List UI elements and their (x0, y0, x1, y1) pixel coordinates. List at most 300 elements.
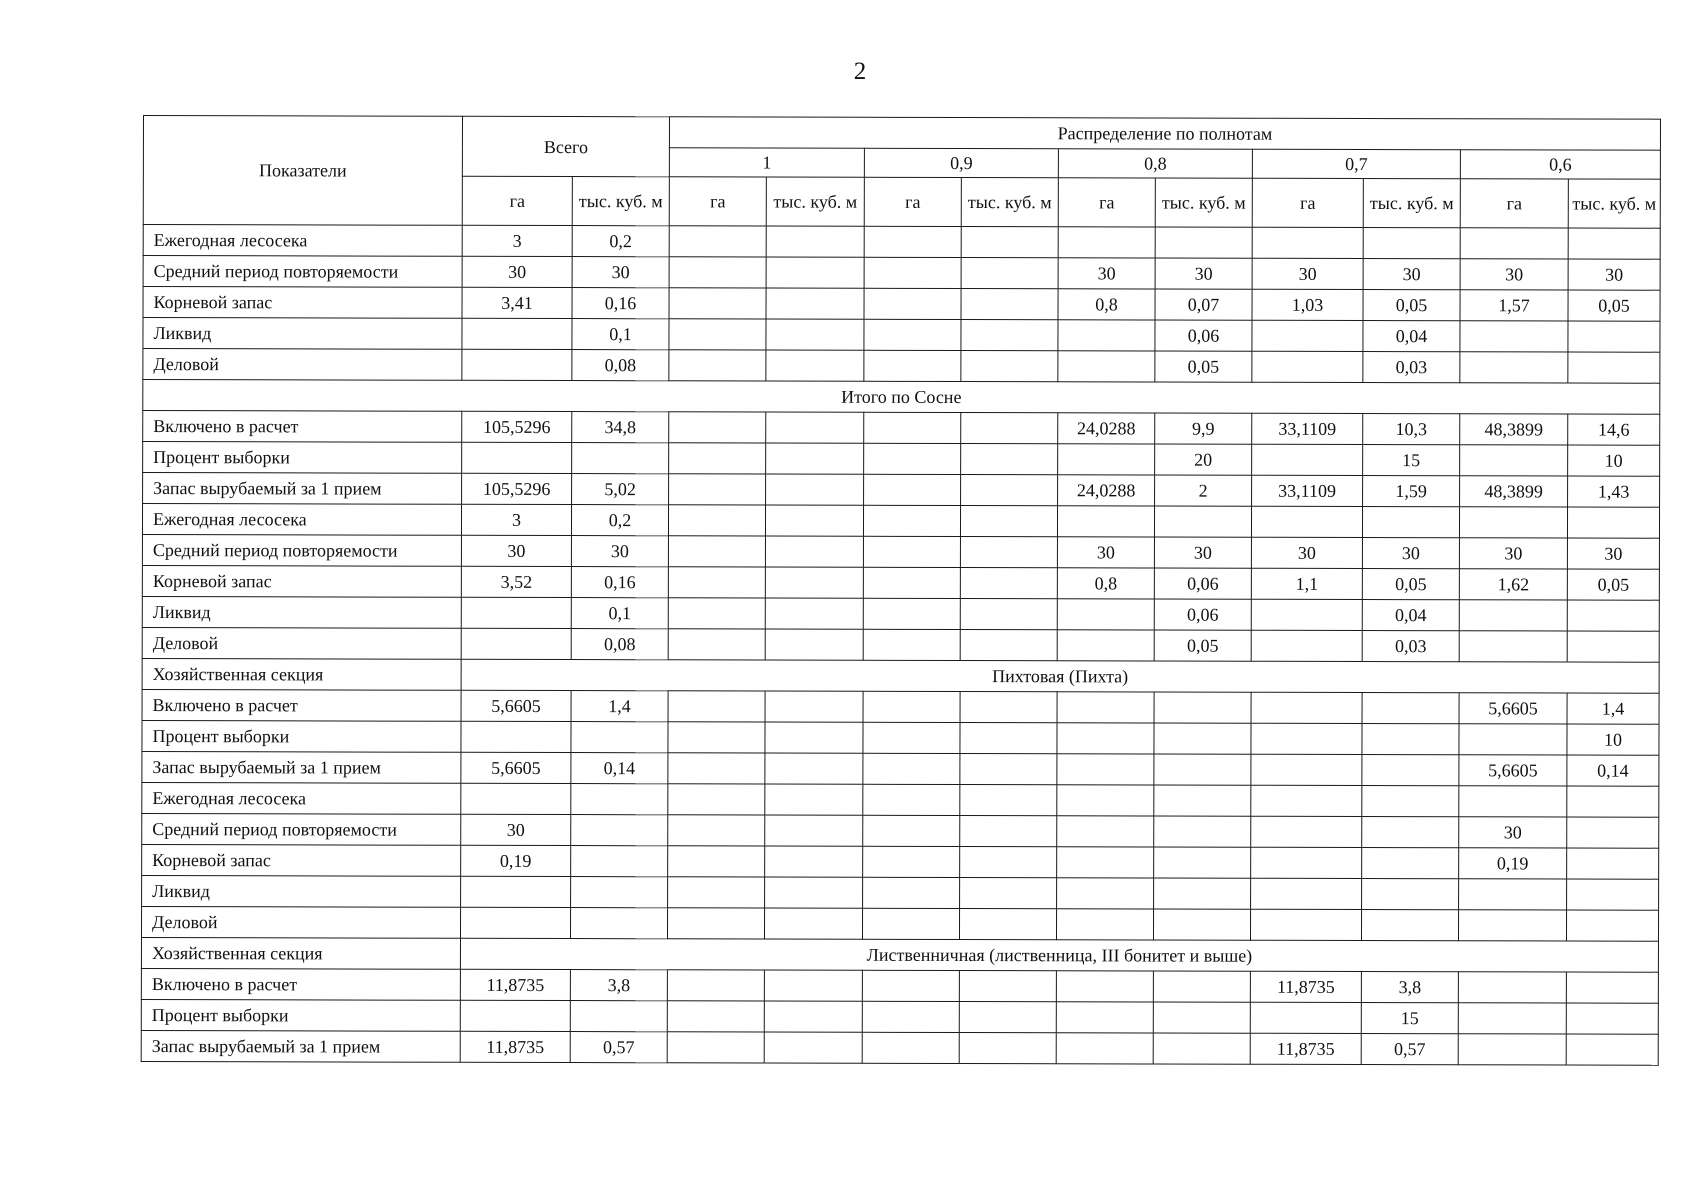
table-cell (668, 691, 765, 722)
table-cell: 0,8 (1057, 568, 1154, 599)
table-cell: 0,04 (1362, 599, 1459, 630)
header-unit-volume: тыс. куб. м (1363, 178, 1460, 227)
header-density-1: 1 (669, 148, 864, 177)
table-cell (1459, 724, 1567, 755)
row-label: Запас вырубаемый за 1 прием (142, 751, 461, 783)
table-cell (1362, 723, 1459, 754)
table-cell (571, 784, 668, 815)
table-cell: 11,8735 (1250, 1033, 1361, 1064)
table-cell (668, 784, 765, 815)
table-row (142, 751, 1659, 786)
table-cell (961, 319, 1058, 350)
table-cell (1251, 754, 1362, 785)
table-cell (1362, 909, 1459, 940)
row-label: Запас вырубаемый за 1 прием (141, 1030, 460, 1062)
table-cell (668, 815, 765, 846)
table-cell (862, 970, 959, 1001)
row-label: Ежегодная лесосека (143, 225, 462, 257)
table-row (142, 565, 1659, 600)
table-cell: 0,05 (1567, 569, 1659, 600)
table-cell: 10 (1568, 445, 1660, 476)
table-cell (961, 443, 1058, 474)
table-cell (668, 846, 765, 877)
table-cell (1362, 506, 1459, 537)
table-cell (462, 349, 572, 380)
table-cell: 0,57 (1361, 1033, 1458, 1064)
table-cell (863, 629, 960, 660)
table-cell (765, 815, 863, 846)
table-cell (1057, 754, 1154, 785)
table-row (143, 256, 1660, 291)
header-unit-area: га (1460, 179, 1568, 228)
table-cell: 0,08 (571, 629, 668, 660)
table-cell: 1,62 (1459, 569, 1567, 600)
header-unit-volume: тыс. куб. м (766, 177, 864, 226)
row-label: Средний период повторяемости (142, 813, 461, 845)
row-label: Средний период повторяемости (143, 256, 462, 288)
table-cell: 1,43 (1568, 476, 1660, 507)
table-cell: 1,59 (1363, 475, 1460, 506)
table-cell: 0,05 (1154, 630, 1251, 661)
table-cell: 5,6605 (1459, 693, 1567, 724)
table-cell (571, 722, 668, 753)
table-cell (1058, 227, 1155, 258)
table-cell (1058, 351, 1155, 382)
table-cell (1566, 1034, 1658, 1065)
table-cell (863, 908, 960, 939)
table-cell: 30 (1567, 538, 1659, 569)
table-cell: 30 (1363, 258, 1460, 289)
table-cell: 15 (1363, 444, 1460, 475)
table-cell (961, 226, 1058, 257)
table-cell: 24,0288 (1058, 475, 1155, 506)
table-cell (863, 815, 960, 846)
row-label: Деловой (142, 627, 461, 659)
table-row (142, 813, 1659, 848)
table-cell (1568, 228, 1660, 259)
table-cell (1251, 909, 1362, 940)
table-cell (1567, 817, 1659, 848)
table-cell (1458, 1003, 1566, 1034)
table-cell (1154, 506, 1251, 537)
table-cell (1056, 971, 1153, 1002)
table-row (141, 906, 1658, 941)
section-title: Пихтовая (Пихта) (461, 659, 1659, 693)
row-label: Запас вырубаемый за 1 прием (143, 473, 462, 505)
table-cell (571, 846, 668, 877)
table-cell: 30 (462, 256, 572, 287)
table-cell (959, 970, 1056, 1001)
table-cell: 30 (1459, 817, 1567, 848)
header-unit-area: га (462, 176, 572, 225)
header-total: Всего (462, 116, 669, 177)
table-cell (1567, 786, 1659, 817)
table-row (141, 968, 1658, 1003)
table-cell (1057, 599, 1154, 630)
table-cell (864, 474, 961, 505)
table-cell (1251, 599, 1362, 630)
table-cell (863, 753, 960, 784)
table-cell: 11,8735 (460, 969, 570, 1000)
table-cell (1057, 847, 1154, 878)
table-cell (959, 1032, 1056, 1063)
table-cell: 30 (1058, 258, 1155, 289)
table-cell: 1,4 (571, 691, 668, 722)
table-cell: 3 (462, 225, 572, 256)
table-cell (1057, 785, 1154, 816)
row-label: Корневой запас (142, 565, 461, 597)
table-cell (765, 691, 863, 722)
table-cell (766, 288, 864, 319)
table-cell (667, 1001, 764, 1032)
table-cell (863, 567, 960, 598)
table-cell (1363, 227, 1460, 258)
table-row (141, 999, 1658, 1034)
table-cell (960, 753, 1057, 784)
table-cell: 0,06 (1154, 599, 1251, 630)
table-cell: 30 (1459, 538, 1567, 569)
table-cell (863, 536, 960, 567)
row-label: Ежегодная лесосека (142, 504, 461, 536)
table-cell (863, 722, 960, 753)
table-row (142, 720, 1659, 755)
section-row (141, 937, 1658, 972)
table-cell (669, 474, 766, 505)
row-label: Включено в расчет (142, 689, 461, 721)
table-cell (961, 474, 1058, 505)
table-cell: 0,16 (571, 567, 668, 598)
section-label: Хозяйственная секция (142, 658, 461, 690)
table-cell (960, 691, 1057, 722)
table-cell: 1,57 (1460, 290, 1568, 321)
section-row (142, 658, 1659, 693)
table-cell (461, 628, 571, 659)
row-label: Процент выборки (143, 442, 462, 474)
table-cell (766, 412, 864, 443)
table-cell (669, 412, 766, 443)
table-cell: 0,57 (570, 1032, 667, 1063)
table-cell: 0,1 (572, 319, 669, 350)
table-cell: 0,07 (1155, 289, 1252, 320)
table-cell (863, 691, 960, 722)
table-cell (1362, 847, 1459, 878)
row-label: Средний период повторяемости (142, 534, 461, 566)
table-cell (1567, 910, 1659, 941)
header-density-0-6: 0,6 (1460, 150, 1660, 179)
table-cell (1154, 785, 1251, 816)
table-cell (960, 846, 1057, 877)
table-cell (1459, 879, 1567, 910)
table-cell (1154, 909, 1251, 940)
table-cell (1459, 910, 1567, 941)
table-cell (669, 288, 766, 319)
table-cell: 30 (571, 536, 668, 567)
table-cell (1154, 754, 1251, 785)
table-cell (1459, 786, 1567, 817)
table-cell (765, 846, 863, 877)
table-cell: 3,8 (1361, 971, 1458, 1002)
group-title-row (143, 380, 1660, 415)
table-cell (669, 319, 766, 350)
table-cell (1057, 630, 1154, 661)
table-cell: 105,5296 (462, 473, 572, 504)
table-cell (766, 443, 864, 474)
table-cell (862, 1001, 959, 1032)
table-cell: 0,05 (1568, 290, 1660, 321)
table-cell (668, 505, 765, 536)
table-cell: 5,6605 (461, 752, 571, 783)
table-cell (766, 257, 864, 288)
table-cell (668, 536, 765, 567)
table-cell (462, 318, 572, 349)
table-cell (1362, 816, 1459, 847)
header-unit-area: га (1252, 178, 1363, 227)
table-cell (765, 505, 863, 536)
table-body (141, 225, 1660, 1066)
table-row (143, 225, 1660, 260)
header-unit-area: га (669, 177, 766, 226)
table-cell (669, 350, 766, 381)
table-cell (863, 846, 960, 877)
table-cell: 10,3 (1363, 413, 1460, 444)
table-cell: 34,8 (572, 412, 669, 443)
table-cell (461, 597, 571, 628)
table-row (141, 1030, 1658, 1065)
table-cell (766, 226, 864, 257)
table-cell (460, 1000, 570, 1031)
table-cell (765, 629, 863, 660)
table-cell: 30 (1252, 258, 1363, 289)
table-cell (1057, 692, 1154, 723)
table-cell (1057, 723, 1154, 754)
table-cell (960, 505, 1057, 536)
table-cell (668, 753, 765, 784)
row-label: Ежегодная лесосека (142, 782, 461, 814)
table-cell: 33,1109 (1252, 413, 1363, 444)
table-row (142, 875, 1659, 910)
table-cell (1568, 321, 1660, 352)
table-cell (1460, 321, 1568, 352)
table-cell (863, 784, 960, 815)
table-cell (765, 784, 863, 815)
table-header (143, 116, 1660, 229)
table-cell: 1,1 (1251, 568, 1362, 599)
table-cell (765, 908, 863, 939)
table-cell: 11,8735 (1250, 971, 1361, 1002)
table-cell: 15 (1361, 1002, 1458, 1033)
table-cell (667, 970, 764, 1001)
table-cell: 0,2 (572, 226, 669, 257)
header-density-0-9: 0,9 (864, 148, 1058, 177)
table-cell: 33,1109 (1252, 475, 1363, 506)
table-cell: 3,41 (462, 287, 572, 318)
table-row (142, 782, 1659, 817)
table-cell (1057, 816, 1154, 847)
table-cell: 0,2 (571, 505, 668, 536)
table-cell (960, 598, 1057, 629)
table-cell: 0,16 (572, 288, 669, 319)
table-cell: 5,02 (572, 474, 669, 505)
header-unit-area: га (1058, 178, 1155, 227)
table-cell (669, 226, 766, 257)
table-cell: 48,3899 (1460, 414, 1568, 445)
table-cell: 30 (461, 535, 571, 566)
table-cell: 0,19 (1459, 848, 1567, 879)
table-cell: 5,6605 (461, 690, 571, 721)
table-cell (1155, 227, 1252, 258)
table-cell: 30 (1568, 259, 1660, 290)
table-cell (1252, 444, 1363, 475)
table-cell (864, 350, 961, 381)
table-cell (960, 536, 1057, 567)
row-label: Ликвид (143, 318, 462, 350)
table-cell: 30 (461, 814, 571, 845)
table-cell (1252, 320, 1363, 351)
table-cell (1460, 445, 1568, 476)
table-cell (1251, 847, 1362, 878)
table-cell: 0,03 (1362, 630, 1459, 661)
table-cell (1459, 507, 1567, 538)
table-cell (1251, 816, 1362, 847)
table-cell (764, 1001, 862, 1032)
table-cell: 24,0288 (1058, 413, 1155, 444)
table-row (143, 442, 1660, 477)
header-density-0-8: 0,8 (1058, 149, 1252, 178)
table-cell (571, 815, 668, 846)
table-cell (862, 1032, 959, 1063)
table-cell (765, 598, 863, 629)
table-cell (1056, 1033, 1153, 1064)
table-cell (864, 257, 961, 288)
table-cell: 30 (572, 257, 669, 288)
table-cell (1567, 507, 1659, 538)
table-cell (1251, 785, 1362, 816)
table-cell (1567, 631, 1659, 662)
table-cell (1460, 352, 1568, 383)
table-cell (1458, 1034, 1566, 1065)
table-cell (960, 877, 1057, 908)
table-row (142, 534, 1659, 569)
table-cell: 0,14 (1567, 755, 1659, 786)
row-label: Ликвид (142, 875, 461, 907)
table-cell (667, 1032, 764, 1063)
table-cell (863, 598, 960, 629)
table-cell (765, 722, 863, 753)
table-cell: 1,4 (1567, 693, 1659, 724)
table-cell (1460, 228, 1568, 259)
table-cell: 5,6605 (1459, 755, 1567, 786)
table-cell (1362, 878, 1459, 909)
table-cell (1057, 909, 1154, 940)
table-cell (1154, 878, 1251, 909)
table-cell: 30 (1057, 537, 1154, 568)
table-cell (1362, 754, 1459, 785)
table-row (142, 689, 1659, 724)
header-indicators: Показатели (143, 116, 462, 226)
table-cell (961, 288, 1058, 319)
header-distribution: Распределение по полнотам (669, 117, 1660, 150)
table-cell (1251, 723, 1362, 754)
header-unit-volume: тыс. куб. м (1155, 178, 1252, 227)
table-cell: 0,19 (461, 845, 571, 876)
table-cell: 0,06 (1154, 568, 1251, 599)
table-cell (1153, 1002, 1250, 1033)
table-cell (668, 598, 765, 629)
table-cell (571, 877, 668, 908)
table-cell: 0,05 (1362, 568, 1459, 599)
table-cell: 1,03 (1252, 289, 1363, 320)
row-label: Включено в расчет (143, 411, 462, 443)
table-cell (1362, 785, 1459, 816)
header-unit-volume: тыс. куб. м (572, 177, 669, 226)
table-cell (461, 876, 571, 907)
table-row (143, 473, 1660, 508)
table-cell (570, 908, 667, 939)
header-unit-volume: тыс. куб. м (1568, 179, 1660, 228)
table-cell (1568, 352, 1660, 383)
table-cell (765, 567, 863, 598)
header-density-0-7: 0,7 (1252, 149, 1460, 179)
table-cell (1362, 692, 1459, 723)
row-label: Процент выборки (142, 720, 461, 752)
table-row (142, 844, 1659, 879)
forest-table (141, 115, 1661, 1066)
table-cell: 105,5296 (462, 411, 572, 442)
table-cell (1251, 878, 1362, 909)
table-cell (864, 412, 961, 443)
table-cell (864, 319, 961, 350)
row-label: Деловой (141, 906, 460, 938)
table-cell (1459, 631, 1567, 662)
table-cell (1566, 1003, 1658, 1034)
table-cell (1057, 506, 1154, 537)
table-cell (960, 722, 1057, 753)
table-cell (668, 722, 765, 753)
table-cell (960, 567, 1057, 598)
table-cell (668, 567, 765, 598)
table-cell: 14,6 (1568, 414, 1660, 445)
table-cell (669, 443, 766, 474)
table-cell (1056, 1002, 1153, 1033)
table-cell (864, 443, 961, 474)
table-cell (668, 908, 765, 939)
table-cell (461, 721, 571, 752)
table-cell: 0,05 (1363, 289, 1460, 320)
table-cell (1252, 351, 1363, 382)
table-cell (1566, 972, 1658, 1003)
table-cell: 0,06 (1155, 320, 1252, 351)
table-cell (863, 877, 960, 908)
table-cell: 9,9 (1155, 413, 1252, 444)
table-cell: 11,8735 (460, 1031, 570, 1062)
table-row (142, 627, 1659, 662)
table-cell (460, 907, 570, 938)
table-cell: 0,8 (1058, 289, 1155, 320)
table-cell: 30 (1155, 258, 1252, 289)
table-cell (960, 629, 1057, 660)
section-label: Хозяйственная секция (141, 937, 460, 969)
table-cell (766, 319, 864, 350)
table-cell (765, 536, 863, 567)
table-cell (1058, 444, 1155, 475)
table-cell: 10 (1567, 724, 1659, 755)
table-cell (1251, 506, 1362, 537)
table-cell (961, 257, 1058, 288)
table-cell: 48,3899 (1460, 476, 1568, 507)
table-cell (1153, 1033, 1250, 1064)
table-cell: 0,1 (571, 598, 668, 629)
table-row (143, 411, 1660, 446)
